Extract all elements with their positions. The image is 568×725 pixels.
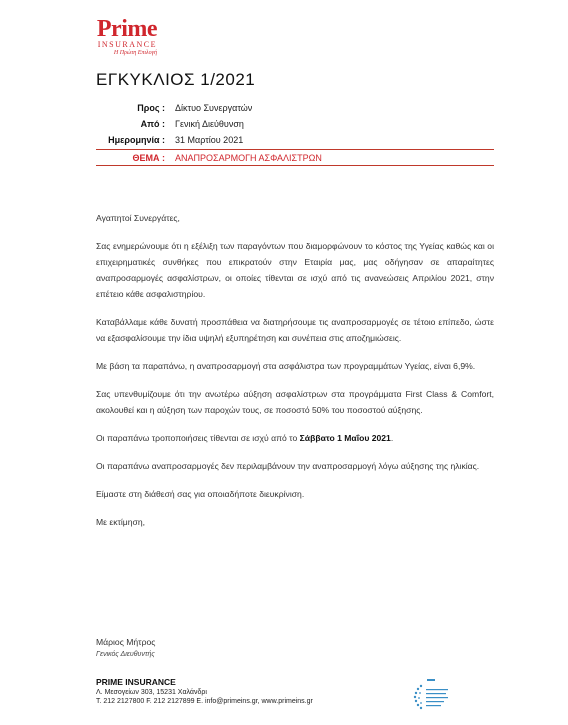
effective-date-suffix: . <box>390 433 394 443</box>
date-label: Ημερομηνία : <box>108 135 165 145</box>
paragraph-3: Με βάση τα παραπάνω, η αναπροσαρμογή στα ασφάλιστρα των προγραμμάτων Υγείας, είναι 6,9%. <box>96 361 476 371</box>
paragraph-7: Είμαστε στη διάθεσή σας για οποιαδήποτε διευκρίνιση. <box>96 489 305 499</box>
footer-contact: Τ. 212 2127800 F. 212 2127899 E. info@primeins.gr, www.primeins.gr <box>96 698 313 705</box>
footer <box>96 677 313 706</box>
footer-company: PRIME INSURANCE <box>96 677 176 687</box>
effective-date-prefix: Οι παραπάνω τροποποιήσεις τίθενται σε ισχύ από το <box>96 433 300 443</box>
memo-header <box>96 100 494 166</box>
subject-row <box>96 149 494 166</box>
footer-address: Λ. Μεσογείων 303, 15231 Χαλάνδρι <box>96 689 207 696</box>
paragraph-5 <box>96 430 494 446</box>
logo-name: Prime <box>96 16 157 42</box>
logo-tagline: Η Πρώτη Επιλογή <box>113 50 157 56</box>
to-label: Προς : <box>137 103 165 113</box>
effective-date: Σάββατο 1 Μαΐου 2021 <box>299 433 391 443</box>
to-row <box>96 100 494 116</box>
from-row <box>96 116 494 132</box>
paragraph-4: Σας υπενθυμίζουμε ότι την ανωτέρω αύξηση ασφαλίστρων στα προγράμματα First Class & Comfort, ακολουθεί και η αύξηση των παροχών τους, σε ποσοστό 50% του ποσοστού αύξησης. <box>96 389 494 415</box>
closing: Με εκτίμηση, <box>96 517 146 527</box>
subject-label: ΘΕΜΑ : <box>132 152 165 163</box>
signature-name: Μάριος Μήτρος <box>96 637 156 647</box>
date-value: 31 Μαρτίου 2021 <box>175 135 244 145</box>
paragraph-2: Καταβάλλαμε κάθε δυνατή προσπάθεια να διατηρήσουμε τις αναπροσαρμογές σε τέτοιο επίπεδο, ώστε να εξασφαλίσουμε την ίδια υψηλή εξυπηρέτηση και συνέπεια στις αποζημιώσεις. <box>96 317 494 343</box>
paragraph-6: Οι παραπάνω αναπροσαρμογές δεν περιλαμβάνουν την αναπροσαρμογή λόγω αύξησης της ηλικίας. <box>96 461 480 471</box>
paragraph-1: Σας ενημερώνουμε ότι η εξέλιξη των παραγόντων που διαμορφώνουν το κόστος της Υγείας καθώς και οι επιχειρηματικές συνθήκες που επικρατούν στην Εταιρία μας, μας οδήγησαν σε απαραίτητες αναπροσαρμογές ασφαλίστρων, οι οποίες τίθενται σε ισχύ από τις ανανεώσεις Απριλίου 2021, στην επέτειο κάθε ασφαλιστηρίου. <box>96 241 494 299</box>
signature-role: Γενικός Διευθυντής <box>96 651 155 658</box>
company-logo <box>95 18 157 57</box>
date-row <box>96 132 494 148</box>
from-value: Γενική Διεύθυνση <box>175 119 244 129</box>
letter-body <box>96 210 494 542</box>
from-label: Από : <box>140 119 165 129</box>
document-title: ΕΓΚΥΚΛΙΟΣ 1/2021 <box>96 70 256 89</box>
subject-value: ΑΝΑΠΡΟΣΑΡΜΟΓΗ ΑΣΦΑΛΙΣΤΡΩΝ <box>175 152 322 163</box>
logo-subtitle: INSURANCE <box>97 40 157 49</box>
greeting: Αγαπητοί Συνεργάτες, <box>96 213 180 223</box>
certification-badge-icon <box>408 677 452 717</box>
to-value: Δίκτυο Συνεργατών <box>175 103 253 113</box>
